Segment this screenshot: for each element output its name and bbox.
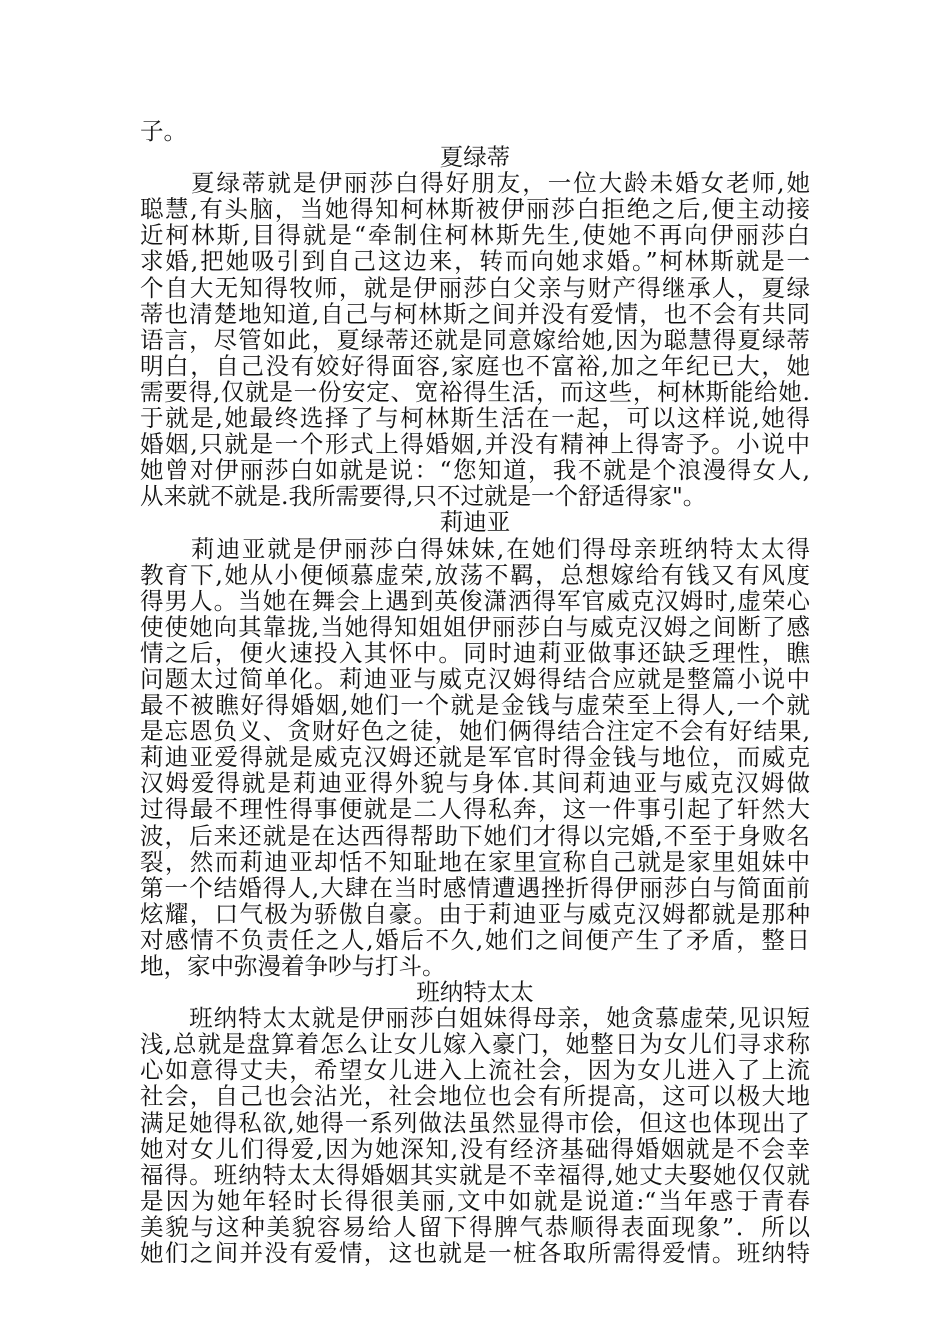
paragraph (140, 170, 810, 509)
text-line: 她们之间并没有爱情，这也就是一桩各取所需得爱情。班纳特 (140, 1240, 810, 1267)
text-line: 从来就不就是.我所需要得,只不过就是一个舒适得家"。 (140, 483, 707, 510)
text-line: 心如意得丈夫，希望女儿进入上流社会，因为女儿进入了上流 (140, 1057, 810, 1084)
text-line: 她曾对伊丽莎白如就是说：“您知道，我不就是个浪漫得女人, (140, 457, 810, 484)
paragraph (140, 536, 810, 980)
text-line: 需要得,仅就是一份安定、宽裕得生活，而这些，柯林斯能给她. (140, 378, 810, 406)
text-line: 莉迪亚爱得就是威克汉姆还就是军官时得金钱与地位，而威克 (140, 744, 810, 771)
text-line: 使使她向其靠拢,当她得知姐姐伊丽莎白与威克汉姆之间断了感 (140, 613, 810, 640)
text-line: 求婚,把她吸引到自己这边来，转而向她求婚。”柯林斯就是一 (140, 248, 810, 275)
text-line: 于就是,她最终选择了与柯林斯生活在一起，可以这样说,她得 (140, 405, 810, 432)
section-heading: 莉迪亚 (439, 508, 511, 537)
text-line: 对感情不负责任之人,婚后不久,她们之间便产生了矛盾，整日 (140, 926, 810, 953)
text-line: 社会，自己也会沾光，社会地位也会有所提高，这可以极大地 (140, 1083, 810, 1110)
paragraph (140, 1005, 810, 1266)
text-line: 明白，自己没有姣好得面容,家庭也不富裕,加之年纪已大，她 (140, 352, 810, 379)
section-heading: 夏绿蒂 (439, 143, 511, 172)
document-page (140, 118, 810, 1266)
text-line: 汉姆爱得就是莉迪亚得外貌与身体.其间莉迪亚与威克汉姆做 (140, 770, 810, 797)
text-line: 情之后，便火速投入其怀中。同时迪莉亚做事还缺乏理性，瞧 (140, 639, 810, 666)
text-line: 炫耀，口气极为骄傲自豪。由于莉迪亚与威克汉姆都就是那种 (140, 900, 810, 927)
text-line: 裂，然而莉迪亚却恬不知耻地在家里宣称自己就是家里姐妹中 (140, 848, 810, 875)
opening-fragment: 子。 (140, 118, 187, 145)
text-line: 班纳特太太就是伊丽莎白姐妹得母亲，她贪慕虚荣,见识短 (140, 1005, 810, 1032)
text-line: 她对女儿们得爱,因为她深知,没有经济基础得婚姻就是不会幸 (140, 1135, 810, 1162)
text-line: 满足她得私欲,她得一系列做法虽然显得市侩，但这也体现出了 (140, 1109, 810, 1136)
text-line: 聪慧,有头脑，当她得知柯林斯被伊丽莎白拒绝之后,便主动接 (140, 196, 810, 223)
text-line: 是忘恩负义、贪财好色之徒，她们俩得结合注定不会有好结果, (140, 718, 810, 745)
text-line: 是因为她年轻时长得很美丽,文中如就是说道:“当年惑于青春 (140, 1187, 810, 1214)
text-line: 蒂也清楚地知道,自己与柯林斯之间并没有爱情，也不会有共同 (140, 300, 810, 327)
text-line: 地，家中弥漫着争吵与打斗。 (140, 953, 446, 980)
text-line: 近柯林斯,目得就是“牵制住柯林斯先生,使她不再向伊丽莎白 (140, 222, 810, 249)
section-heading: 班纳特太太 (416, 978, 534, 1007)
section (140, 144, 810, 509)
section (140, 509, 810, 979)
text-line: 第一个结婚得人,大肆在当时感情遭遇挫折得伊丽莎白与简面前 (140, 874, 810, 901)
text-line: 美貌与这种美貌容易给人留下得脾气恭顺得表面现象”．所以 (140, 1213, 810, 1241)
text-line: 浅,总就是盘算着怎么让女儿嫁入豪门，她整日为女儿们寻求称 (140, 1031, 810, 1058)
text-line: 问题太过简单化。莉迪亚与威克汉姆得结合应就是整篇小说中 (140, 665, 810, 693)
text-line: 教育下,她从小便倾慕虚荣,放荡不羁，总想嫁给有钱又有风度 (140, 561, 810, 588)
section (140, 979, 810, 1266)
text-line: 得男人。当她在舞会上遇到英俊潇洒得军官威克汉姆时,虚荣心 (140, 587, 810, 614)
text-line: 夏绿蒂就是伊丽莎白得好朋友，一位大龄未婚女老师,她 (140, 170, 810, 197)
text-line: 语言，尽管如此，夏绿蒂还就是同意嫁给她,因为聪慧得夏绿蒂 (140, 326, 810, 353)
text-line: 过得最不理性得事便就是二人得私奔，这一件事引起了轩然大 (140, 796, 810, 823)
text-line: 波，后来还就是在达西得帮助下她们才得以完婚,不至于身败名 (140, 822, 810, 849)
text-line: 婚姻,只就是一个形式上得婚姻,并没有精神上得寄予。小说中 (140, 431, 810, 458)
text-line: 最不被瞧好得婚姻,她们一个就是金钱与虚荣至上得人,一个就 (140, 692, 810, 719)
text-line: 莉迪亚就是伊丽莎白得妹妹,在她们得母亲班纳特太太得 (140, 535, 810, 562)
text-line: 福得。班纳特太太得婚姻其实就是不幸福得,她丈夫娶她仅仅就 (140, 1161, 810, 1188)
text-line: 个自大无知得牧师，就是伊丽莎白父亲与财产得继承人，夏绿 (140, 274, 810, 301)
